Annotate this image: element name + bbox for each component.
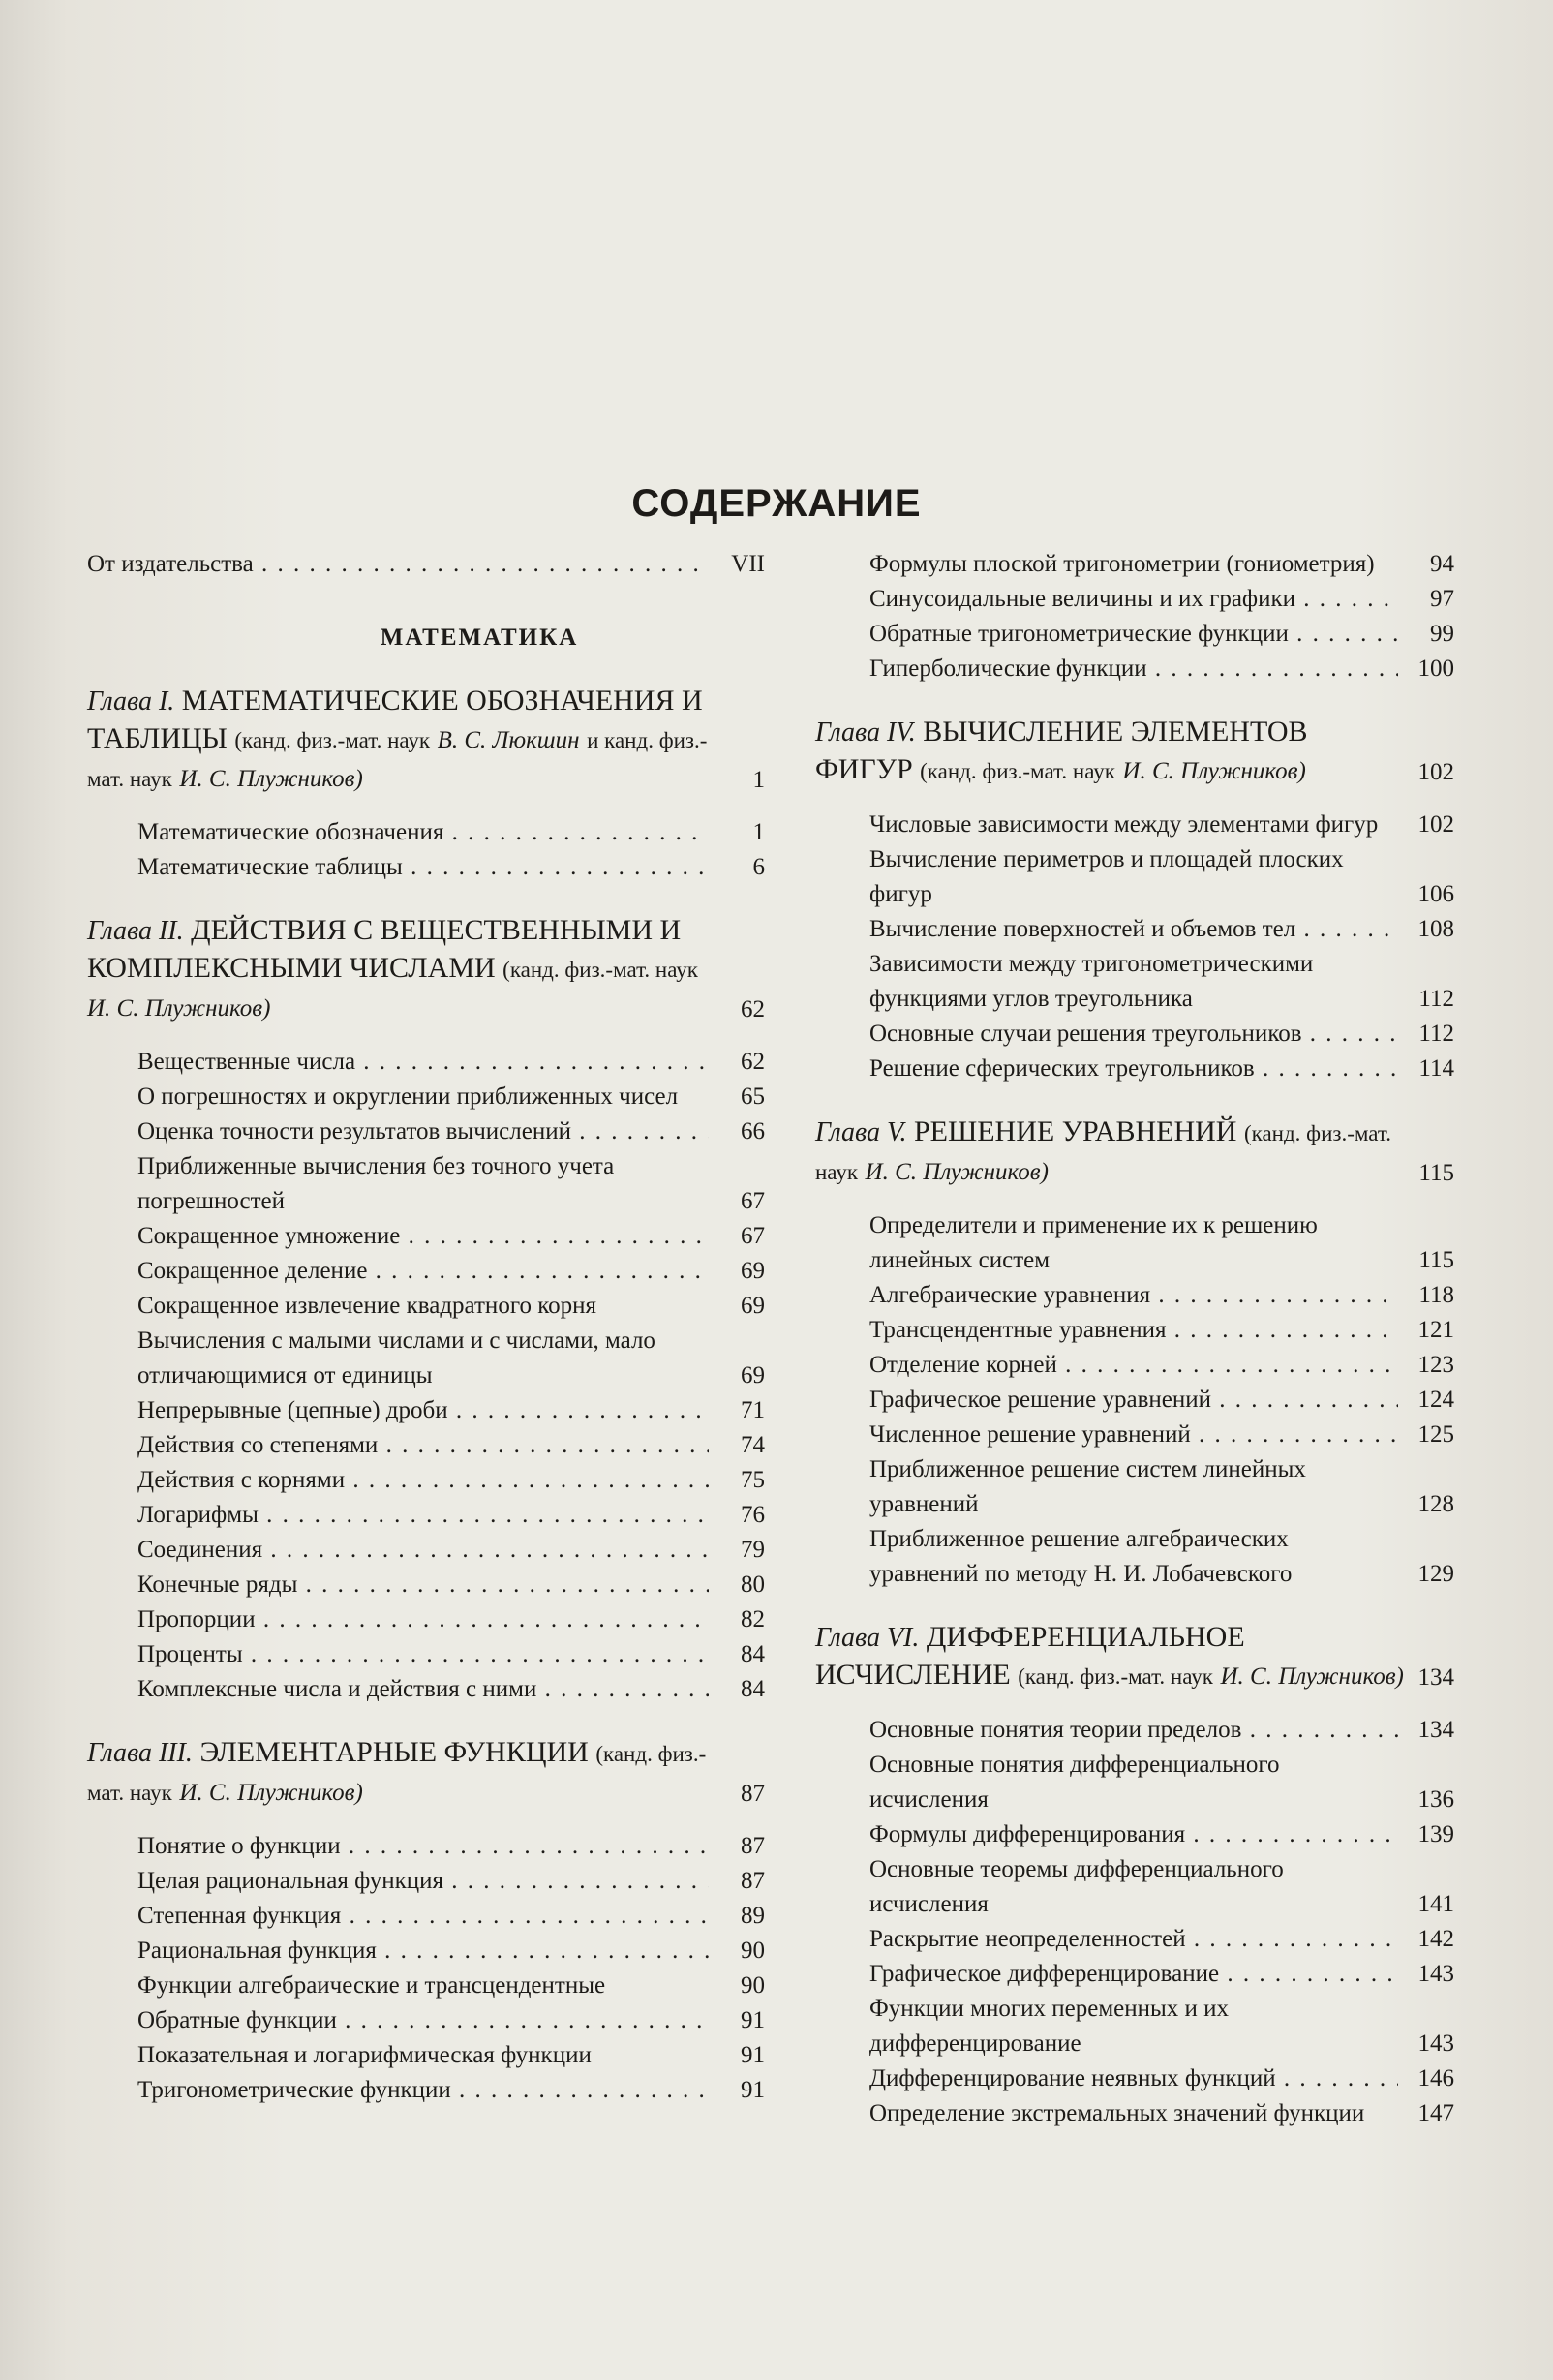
toc-entry[interactable]: Логарифмы . . . 76 (137, 1498, 765, 1533)
chapter-4-items (815, 808, 1454, 1086)
chapter-label: Глава IV. (815, 717, 916, 748)
chapter-page: 87 (741, 1781, 765, 1807)
chapter-author-mid: и канд. физ.-мат. наук (87, 728, 708, 791)
toc-entry[interactable]: Действия со степенями . . . 74 (137, 1428, 765, 1463)
toc-entry[interactable]: Численное решение уравнений . . . 125 (869, 1418, 1454, 1452)
chapter-author: И. С. Плужников) (1220, 1663, 1404, 1690)
toc-entry[interactable]: Основные понятия дифференциального исчисления 136 (869, 1752, 1454, 1813)
toc-entry[interactable]: Сокращенное умножение . . . 67 (137, 1219, 765, 1254)
toc-entry[interactable]: Проценты . . . 84 (137, 1637, 765, 1672)
chapter-label: Глава VI. (815, 1623, 920, 1653)
toc-entry[interactable]: Вычисление периметров и площадей плоских фигур 106 (869, 846, 1454, 907)
toc-entry[interactable]: Сокращенное деление . . . 69 (137, 1254, 765, 1289)
toc-entry[interactable]: Приближенное решение систем линейных уравнений 128 (869, 1456, 1454, 1517)
toc-entry[interactable]: Вещественные числа . . . 62 (137, 1045, 765, 1080)
toc-entry[interactable]: Комплексные числа и действия с ними . . . 84 (137, 1672, 765, 1707)
chapter-5-heading[interactable] (815, 1114, 1454, 1191)
section-heading: МАТЕМАТИКА (380, 625, 579, 651)
toc-entry[interactable]: Целая рациональная функция . . . 87 (137, 1864, 765, 1899)
chapter-author-prefix: (канд. физ.-мат. наук (87, 1742, 707, 1805)
toc-entry[interactable]: Вычисления с малыми числами и с числами, мало отличающимися от единицы 69 (137, 1327, 765, 1388)
chapter-title: ДИФФЕРЕНЦИАЛЬНОЕ ИСЧИСЛЕНИЕ (815, 1621, 1245, 1691)
toc-entry[interactable]: Обратные функции . . . 91 (137, 2003, 765, 2038)
toc-entry-label: От издательства . . . (87, 547, 709, 582)
toc-entry[interactable]: Математические обозначения . . . 1 (137, 815, 765, 850)
toc-entry[interactable]: Основные случаи решения треугольников . . . 112 (869, 1017, 1454, 1052)
toc-entry[interactable]: Вычисление поверхностей и объемов тел . . . 108 (869, 912, 1454, 947)
chapter-author: И. С. Плужников) (179, 766, 363, 792)
chapter-4-heading[interactable] (815, 714, 1454, 790)
toc-entry[interactable]: Математические таблицы . . . 6 (137, 850, 765, 885)
toc-entry[interactable]: Гиперболические функции . . . 100 (869, 652, 1454, 687)
chapter-6-items (815, 1713, 1454, 2131)
chapter-6-heading[interactable] (815, 1619, 1454, 1695)
toc-entry[interactable]: Алгебраические уравнения . . . 118 (869, 1278, 1454, 1313)
toc-entry[interactable]: Отделение корней . . . 123 (869, 1348, 1454, 1383)
toc-entry[interactable]: Соединения . . . 79 (137, 1533, 765, 1568)
left-column (87, 547, 765, 2108)
toc-entry[interactable]: Графическое дифференцирование . . . 143 (869, 1957, 1454, 1992)
toc-entry-publisher[interactable] (87, 547, 765, 582)
toc-entry[interactable]: Сокращенное извлечение квадратного корня 69 (137, 1293, 765, 1319)
toc-entry[interactable]: Понятие о функции . . . 87 (137, 1829, 765, 1864)
toc-entry[interactable]: Приближенные вычисления без точного учета погрешностей 67 (137, 1153, 765, 1214)
chapter-3-items (87, 1829, 765, 2108)
toc-entry[interactable]: Графическое решение уравнений . . . 124 (869, 1383, 1454, 1418)
toc-entry[interactable]: Рациональная функция . . . 90 (137, 1934, 765, 1968)
toc-entry[interactable]: Синусоидальные величины и их графики . . . 97 (869, 582, 1454, 617)
toc-entry[interactable]: Степенная функция . . . 89 (137, 1899, 765, 1934)
chapter-title: ЭЛЕМЕНТАРНЫЕ ФУНКЦИИ (199, 1736, 589, 1768)
toc-entry[interactable]: Числовые зависимости между элементами фигур 102 (869, 811, 1454, 838)
chapter-author: И. С. Плужников) (865, 1159, 1049, 1185)
chapter-page: 134 (1417, 1664, 1454, 1691)
toc-entry[interactable]: Формулы дифференцирования . . . 139 (869, 1817, 1454, 1852)
toc-entry[interactable]: Функции многих переменных и их дифференцирование 143 (869, 1996, 1454, 2057)
chapter-1-items (87, 815, 765, 885)
toc-entry-page: VII (731, 551, 765, 577)
toc-entry[interactable]: Определители и применение их к решению линейных систем 115 (869, 1212, 1454, 1273)
chapter-page: 1 (752, 767, 765, 793)
toc-entry[interactable]: Приближенное решение алгебраических уравнений по методу Н. И. Лобачевского 129 (869, 1526, 1454, 1587)
chapter-author: И. С. Плужников) (179, 1780, 363, 1806)
toc-entry[interactable]: Действия с корнями . . . 75 (137, 1463, 765, 1498)
chapter-author-prefix: (канд. физ.-мат. наук (234, 728, 431, 752)
chapter-page: 62 (741, 996, 765, 1022)
chapter-author: И. С. Плужников) (1122, 758, 1306, 784)
chapter-label: Глава III. (87, 1738, 193, 1768)
toc-entry[interactable]: Основные теоремы дифференциального исчисления 141 (869, 1856, 1454, 1917)
page-title: СОДЕРЖАНИЕ (631, 482, 922, 525)
toc-entry[interactable]: Основные понятия теории пределов . . . 134 (869, 1713, 1454, 1748)
chapter-label: Глава V. (815, 1117, 907, 1147)
toc-entry[interactable]: Показательная и логарифмическая функции 91 (137, 2042, 765, 2068)
chapter-2-heading[interactable] (87, 912, 765, 1027)
chapter-3-heading[interactable] (87, 1734, 765, 1812)
chapter-author-prefix: (канд. физ.-мат. наук (815, 1121, 1391, 1184)
chapter-5-items (815, 1208, 1454, 1592)
toc-entry[interactable]: Оценка точности результатов вычислений . . . 66 (137, 1114, 765, 1149)
chapter-1-heading[interactable] (87, 683, 765, 798)
toc-entry[interactable]: Формулы плоской тригонометрии (гониометрия) 94 (869, 551, 1454, 577)
right-column (815, 547, 1454, 2131)
chapter-title: РЕШЕНИЕ УРАВНЕНИЙ (913, 1115, 1237, 1147)
toc-entry[interactable]: Обратные тригонометрические функции . . . 99 (869, 617, 1454, 652)
chapter-label: Глава II. (87, 916, 184, 946)
toc-entry[interactable]: Пропорции . . . 82 (137, 1602, 765, 1637)
continued-items (815, 547, 1454, 687)
toc-entry[interactable]: Непрерывные (цепные) дроби . . . 71 (137, 1393, 765, 1428)
toc-entry[interactable]: Конечные ряды . . . 80 (137, 1568, 765, 1602)
toc-entry[interactable]: Трансцендентные уравнения . . . 121 (869, 1313, 1454, 1348)
toc-entry[interactable]: Решение сферических треугольников . . . 114 (869, 1052, 1454, 1086)
toc-entry[interactable]: Определение экстремальных значений функции 147 (869, 2100, 1454, 2126)
chapter-author: В. С. Люкшин (437, 727, 580, 753)
toc-entry[interactable]: О погрешностях и округлении приближенных чисел 65 (137, 1083, 765, 1110)
chapter-author-prefix: (канд. физ.-мат. наук (1018, 1664, 1213, 1689)
chapter-2-items (87, 1045, 765, 1707)
chapter-page: 102 (1417, 759, 1454, 785)
toc-entry[interactable]: Тригонометрические функции . . . 91 (137, 2073, 765, 2108)
chapter-title: ДЕЙСТВИЯ С ВЕЩЕСТВЕННЫМИ И КОМПЛЕКСНЫМИ ЧИСЛАМИ (87, 914, 682, 984)
chapter-author-prefix: (канд. физ.-мат. наук (502, 958, 698, 982)
toc-entry[interactable]: Функции алгебраические и трансцендентные 90 (137, 1972, 765, 1999)
toc-entry[interactable]: Зависимости между тригонометрическими функциями углов треугольника 112 (869, 951, 1454, 1012)
chapter-title: ВЫЧИСЛЕНИЕ ЭЛЕМЕНТОВ ФИГУР (815, 716, 1308, 785)
chapter-author-prefix: (канд. физ.-мат. наук (920, 759, 1115, 783)
chapter-page: 115 (1418, 1160, 1454, 1186)
toc-entry[interactable]: Дифференцирование неявных функций . . . 146 (869, 2061, 1454, 2096)
toc-entry[interactable]: Раскрытие неопределенностей . . . 142 (869, 1922, 1454, 1957)
chapter-label: Глава I. (87, 687, 175, 717)
chapter-author: И. С. Плужников) (87, 995, 271, 1022)
chapter-title: МАТЕМАТИЧЕСКИЕ ОБОЗНАЧЕНИЯ И ТАБЛИЦЫ (87, 685, 703, 754)
